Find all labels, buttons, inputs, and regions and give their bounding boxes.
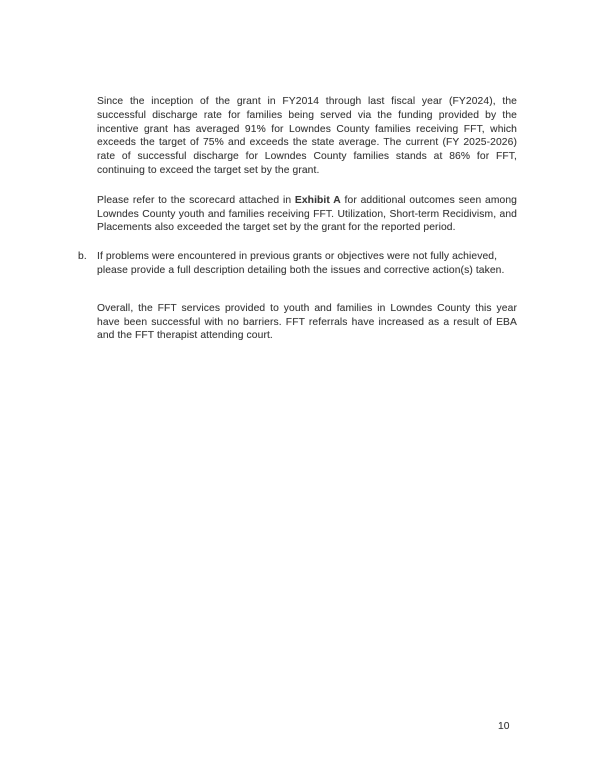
list-item-b: [78, 250, 517, 278]
page-number: 10: [498, 721, 510, 732]
paragraph-scorecard-text-before: Please refer to the scorecard attached in: [97, 194, 295, 206]
exhibit-a-bold-text: Exhibit A: [294, 194, 341, 206]
paragraph-overall-services: Overall, the FFT services provided to youth and families in Lowndes County this year have been successful with no barriers. FFT referrals have increased as a result of EBA and the FFT therapist attending court.: [97, 302, 517, 342]
list-item-b-text: If problems were encountered in previous grants or objectives were not fully achieved, please provide a full description detailing both the issues and corrective action(s) taken.: [97, 251, 505, 276]
paragraph-scorecard-text-after: for additional outcomes seen among Lowndes County youth and families receiving FFT. Utilization, Short-term Recidivism, and Placements also exceeded the target set by the grant for the reported period.: [97, 194, 518, 234]
paragraph-scorecard: [97, 194, 517, 235]
paragraph-discharge-rate: Since the inception of the grant in FY2014 through last fiscal year (FY2024), the successful discharge rate for families being served via the funding provided by the incentive grant has averaged 91% for Lowndes County families receiving FFT, which exceeds the target of 75% and exceeds the state average. The current (FY 2025-2026) rate of successful discharge for Lowndes County families stands at 86% for FFT, continuing to exceed the target set by the grant.: [97, 96, 517, 176]
document-body: [78, 95, 517, 343]
list-item-b-marker: b.: [78, 251, 87, 263]
